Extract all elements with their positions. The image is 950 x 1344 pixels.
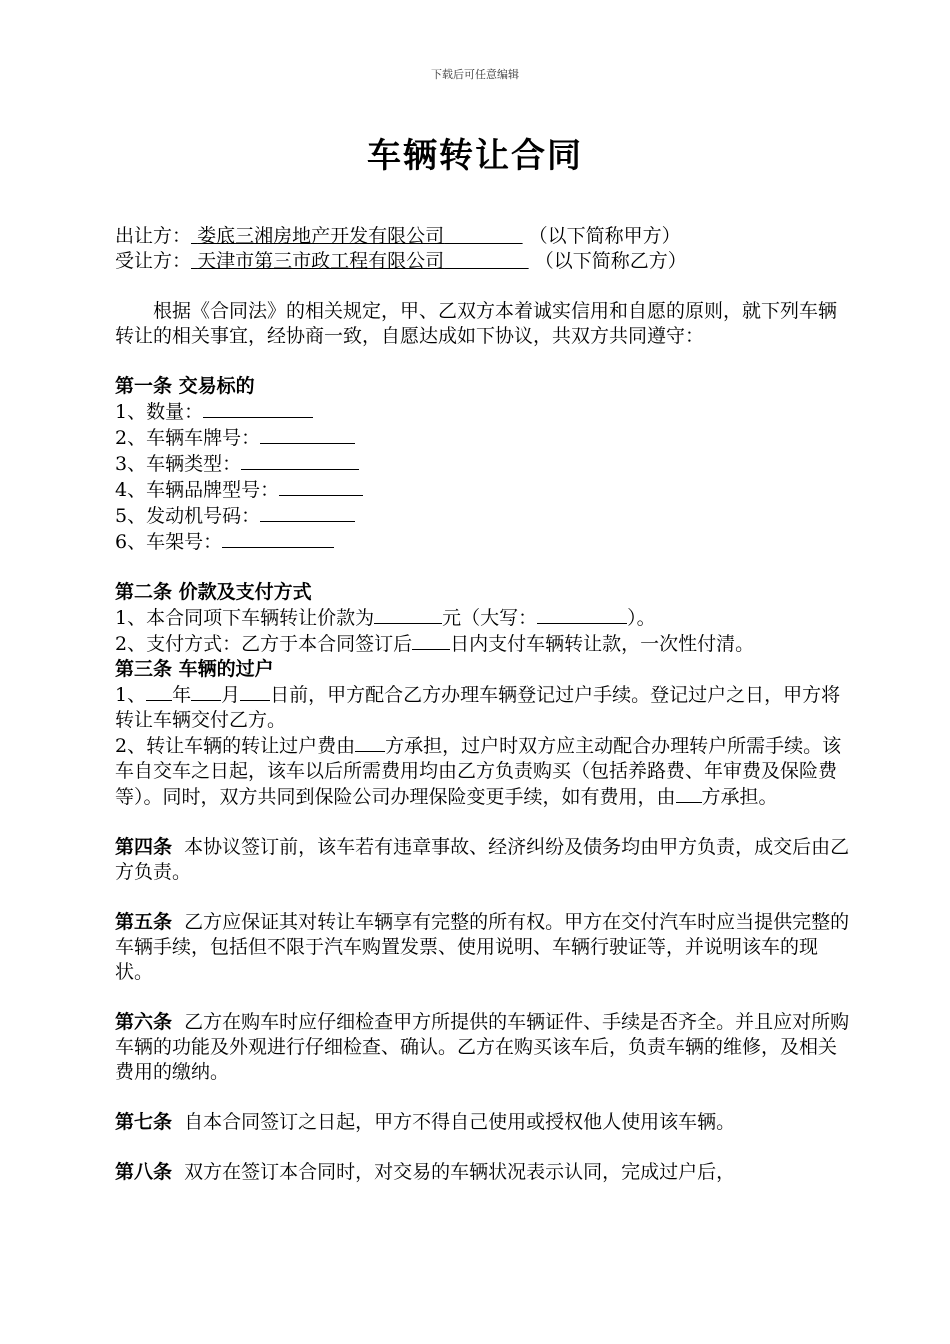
article3-item-1: 1、 年 月 日前，甲方配合乙方办理车辆登记过户手续。登记过户之日，甲方将转让车辆交付乙方。	[115, 684, 841, 731]
article2-heading: 第二条 价款及支付方式	[115, 581, 312, 603]
article4-text: 本协议签订前，该车若有违章事故、经济纠纷及债务均由甲方负责，成交后由乙方负责。	[115, 836, 850, 883]
article7-heading: 第七条	[115, 1111, 173, 1133]
article7	[115, 1110, 850, 1135]
seller-line	[115, 224, 850, 249]
article1-heading: 第一条 交易标的	[115, 375, 255, 397]
blank-field[interactable]	[240, 682, 270, 701]
article1-item-4: 4、车辆品牌型号：	[115, 477, 850, 503]
article4-heading: 第四条	[115, 836, 173, 858]
article1-item-5: 5、发动机号码：	[115, 503, 850, 529]
article6-heading: 第六条	[115, 1011, 173, 1033]
article8-text: 双方在签订本合同时，对交易的车辆状况表示认同，完成过户后，	[184, 1161, 736, 1183]
buyer-note: （以下简称乙方）	[534, 250, 687, 272]
preamble: 根据《合同法》的相关规定，甲、乙双方本着诚实信用和自愿的原则，就下列车辆转让的相关事宜，经协商一致，自愿达成如下协议，共双方共同遵守：	[115, 300, 838, 347]
blank-field[interactable]	[412, 631, 450, 650]
article5-text: 乙方应保证其对转让车辆享有完整的所有权。甲方在交付汽车时应当提供完整的车辆手续，包括但不限于汽车购置发票、使用说明、车辆行驶证等，并说明该车的现状。	[115, 911, 850, 983]
article3-item-2: 2、转让车辆的转让过户费由 方承担，过户时双方应主动配合办理转户所需手续。该车自交车之日起，该车以后所需费用均由乙方负责购买（包括养路费、年审费及保险费等）。同时，双方共同到保险公司办理保险变更手续，如有费用，由 方承担。	[115, 735, 842, 808]
article6-text: 乙方在购车时应仔细检查甲方所提供的车辆证件、手续是否齐全。并且应对所购车辆的功能及外观进行仔细检查、确认。乙方在购买该车后，负责车辆的维修，及相关费用的缴纳。	[115, 1011, 850, 1083]
blank-field[interactable]	[241, 451, 359, 470]
buyer-line	[115, 249, 850, 274]
blank-field[interactable]	[260, 425, 355, 444]
article5-heading: 第五条	[115, 911, 173, 933]
buyer-name: 天津市第三市政工程有限公司	[197, 250, 445, 272]
blank-field[interactable]	[260, 503, 355, 522]
article1-item-1: 1、数量：	[115, 399, 850, 425]
document-title: 车辆转让合同	[367, 136, 583, 176]
article1-item-6: 6、车架号：	[115, 529, 850, 555]
seller-note: （以下简称甲方）	[528, 225, 681, 247]
article4	[115, 835, 850, 885]
article1-item-3: 3、车辆类型：	[115, 451, 850, 477]
article7-text: 自本合同签订之日起，甲方不得自己使用或授权他人使用该车辆。	[184, 1111, 736, 1133]
article8-heading: 第八条	[115, 1161, 173, 1183]
article1-item-2: 2、车辆车牌号：	[115, 425, 850, 451]
article5	[115, 910, 850, 985]
buyer-label: 受让方：	[115, 250, 192, 272]
blank-field[interactable]	[191, 682, 221, 701]
seller-label: 出让方：	[115, 225, 192, 247]
blank-field[interactable]	[537, 605, 627, 624]
blank-field[interactable]	[355, 733, 385, 752]
article8	[115, 1160, 850, 1185]
header-note: 下载后可任意编辑	[431, 68, 519, 81]
blank-field[interactable]	[676, 784, 702, 803]
blank-field[interactable]	[374, 605, 442, 624]
article2-item-2: 2、支付方式：乙方于本合同签订后 日内支付车辆转让款，一次性付清。	[115, 633, 755, 655]
seller-name: 娄底三湘房地产开发有限公司	[197, 225, 445, 247]
blank-field[interactable]	[203, 399, 313, 418]
blank-field[interactable]	[146, 682, 172, 701]
article2-item-1: 1、本合同项下车辆转让价款为 元（大写： ）。	[115, 607, 656, 629]
contract-body	[115, 224, 850, 1185]
blank-field[interactable]	[222, 529, 334, 548]
blank-field[interactable]	[279, 477, 363, 496]
article3-heading: 第三条 车辆的过户	[115, 658, 274, 680]
article6	[115, 1010, 850, 1085]
